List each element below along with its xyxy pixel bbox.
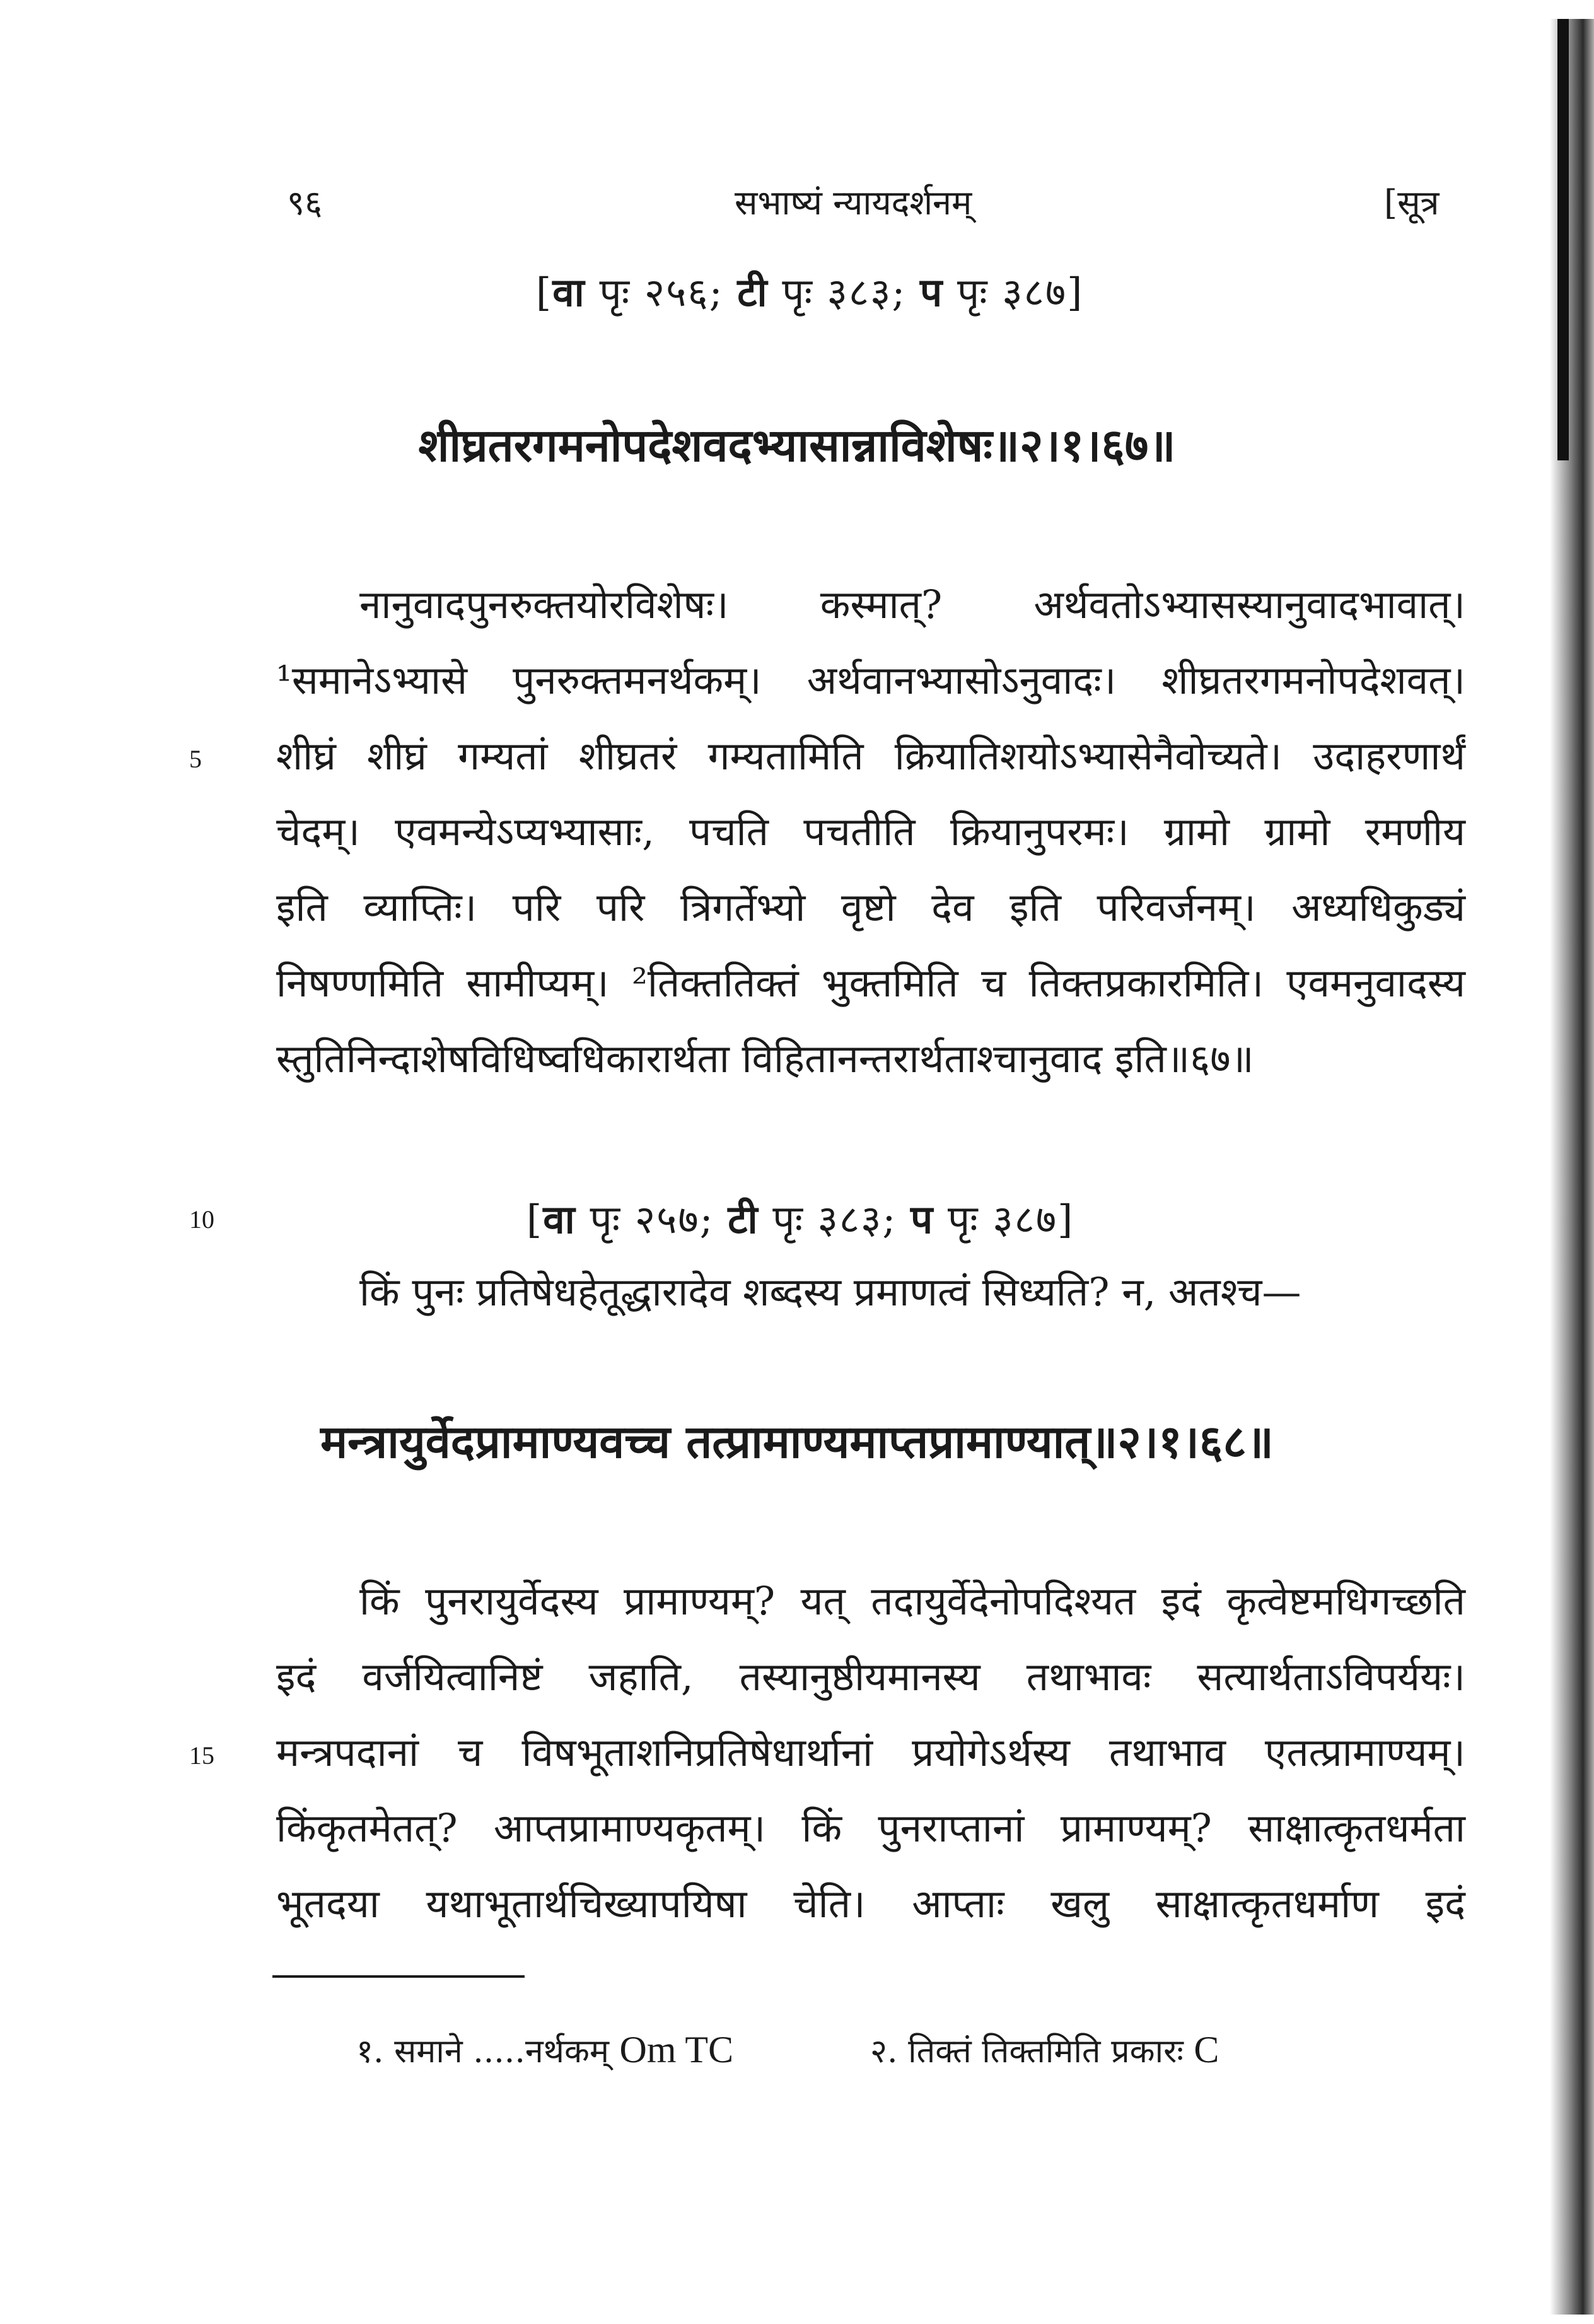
footnote-text: समाने .....नर्थकम् bbox=[394, 2033, 609, 2070]
reference-line-2 bbox=[526, 1192, 1074, 1245]
commentary-line: भूतदया यथाभूतार्थचिख्यापयिषा चेति। आप्ताः खलु साक्षात्कृतधर्माण इदं bbox=[276, 1881, 1465, 1927]
reference-line-1 bbox=[536, 265, 1083, 318]
ref-vartika-label: वा bbox=[552, 269, 586, 315]
ref-vartika-page: पृः २५७; bbox=[576, 1196, 728, 1242]
sutra-heading-68: मन्त्रायुर्वेदप्रामाण्यवच्च तत्प्रामाण्यमाप्तप्रामाण्यात्॥२।१।६८॥ bbox=[320, 1415, 1274, 1468]
footnote-marker: २. bbox=[870, 2033, 898, 2070]
ref-parishuddhi-label: प bbox=[910, 1196, 934, 1242]
ref-parishuddhi-label: प bbox=[920, 269, 944, 315]
line-number: 10 bbox=[189, 1205, 214, 1234]
footnote-rule bbox=[272, 1975, 525, 1978]
footnote-2 bbox=[870, 2028, 1219, 2072]
footnote-manuscripts: Om TC bbox=[619, 2029, 734, 2070]
commentary-line: नानुवादपुनरुक्तयोरविशेषः। कस्मात्? अर्थवतोऽभ्यासस्यानुवादभावात्। bbox=[359, 581, 1465, 628]
commentary-line: किं पुनरायुर्वेदस्य प्रामाण्यम्? यत् तदायुर्वेदेनोपदिश्यत इदं कृत्वेष्टमधिगच्छति bbox=[359, 1578, 1465, 1624]
commentary-line: चेदम्। एवमन्येऽप्यभ्यासाः, पचति पचतीति क्रियानुपरमः। ग्रामो ग्रामो रमणीय bbox=[276, 809, 1465, 855]
footnote-manuscripts: C bbox=[1194, 2029, 1219, 2070]
commentary-line: इदं वर्जयित्वानिष्टं जहाति, तस्यानुष्ठीयमानस्य तथाभावः सत्यार्थताऽविपर्ययः। bbox=[276, 1654, 1465, 1700]
footnote-marker: १. bbox=[356, 2033, 384, 2070]
line-number: 15 bbox=[189, 1741, 214, 1770]
ref-tika-page: पृः ३८३; bbox=[768, 269, 921, 315]
commentary-line: ¹समानेऽभ्यासे पुनरुक्तमनर्थकम्। अर्थवानभ्यासोऽनुवादः। शीघ्रतरगमनोपदेशवत्। bbox=[276, 657, 1465, 703]
line-number: 5 bbox=[189, 745, 202, 773]
commentary-line: मन्त्रपदानां च विषभूताशनिप्रतिषेधार्थानां प्रयोगेऽर्थस्य तथाभाव एतत्प्रामाण्यम्। bbox=[276, 1729, 1465, 1775]
commentary-line: किंकृतमेतत्? आप्तप्रामाण्यकृतम्। किं पुनराप्तानां प्रामाण्यम्? साक्षात्कृतधर्मता bbox=[276, 1805, 1465, 1851]
footnote-text: तिक्तं तिक्तमिति प्रकारः bbox=[908, 2033, 1184, 2070]
footnote-1 bbox=[356, 2028, 733, 2072]
book-spine-shadow bbox=[1550, 19, 1594, 2315]
page-number: ९६ bbox=[287, 183, 323, 223]
ref-open-bracket: [ bbox=[536, 269, 553, 315]
ref-tika-label: टी bbox=[737, 269, 769, 315]
commentary-line: इति व्याप्तिः। परि परि त्रिगर्तेभ्यो वृष्टो देव इति परिवर्जनम्। अध्यधिकुड्यं bbox=[276, 884, 1465, 930]
sutra-heading-67: शीघ्रतरगमनोपदेशवदभ्यासान्नाविशेषः॥२।१।६७॥ bbox=[418, 418, 1176, 472]
ref-tika-page: पृः ३८३; bbox=[759, 1196, 911, 1242]
ref-vartika-page: पृः २५६; bbox=[585, 269, 738, 315]
commentary-line: स्तुतिनिन्दाशेषविधिष्वधिकारार्थता विहितानन्तरार्थताश्चानुवाद इति॥६७॥ bbox=[276, 1036, 1254, 1082]
running-title: सभाष्यं न्यायदर्शनम् bbox=[735, 183, 972, 223]
ref-tika-label: टी bbox=[728, 1196, 759, 1242]
commentary-line: निषण्णमिति सामीप्यम्। ²तिक्ततिक्तं भुक्तमिति च तिक्तप्रकारमिति। एवमनुवादस्य bbox=[276, 960, 1465, 1006]
section-tag: [सूत्र bbox=[1384, 183, 1440, 223]
ref-parishuddhi-page: पृः ३८७] bbox=[943, 269, 1084, 315]
intro-line: किं पुनः प्रतिषेधहेतूद्धारादेव शब्दस्य प्रमाणत्वं सिध्यति? न, अतश्च— bbox=[359, 1269, 1301, 1315]
book-spine-edge bbox=[1557, 19, 1569, 460]
ref-open-bracket: [ bbox=[526, 1196, 544, 1242]
ref-parishuddhi-page: पृः ३८७] bbox=[934, 1196, 1074, 1242]
commentary-line: शीघ्रं शीघ्रं गम्यतां शीघ्रतरं गम्यतामिति क्रियातिशयोऽभ्यासेनैवोच्यते। उदाहरणार्थं bbox=[276, 733, 1465, 779]
ref-vartika-label: वा bbox=[543, 1196, 576, 1242]
